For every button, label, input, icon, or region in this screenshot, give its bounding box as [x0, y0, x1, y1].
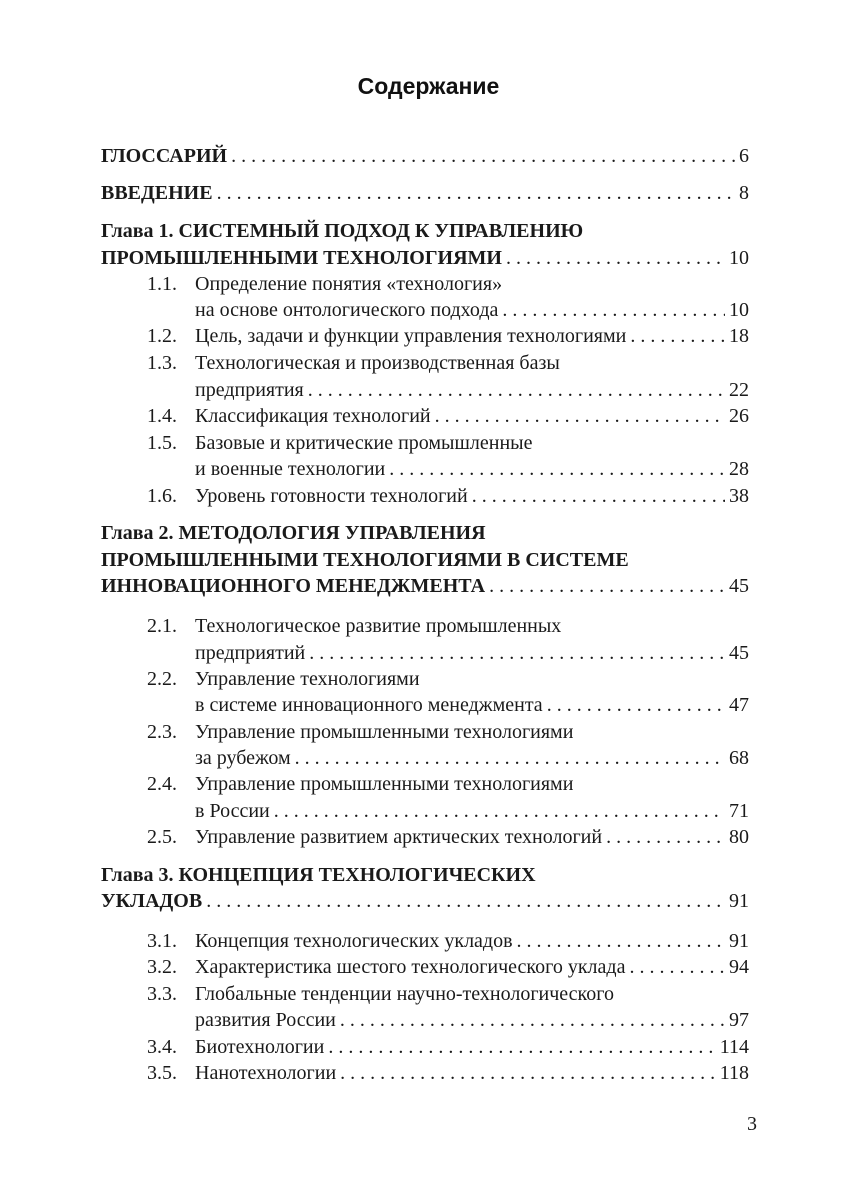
toc-entry-label: ГЛОССАРИЙ	[101, 145, 228, 167]
dot-leader	[328, 1034, 715, 1060]
toc-entry-page: 80	[729, 826, 749, 848]
section-number: 2.4.	[147, 773, 177, 795]
toc-section-3-3-line1[interactable]	[0, 981, 857, 1007]
dot-leader	[217, 180, 735, 206]
section-title: Управление развитием арктических технологий	[195, 826, 603, 848]
section-title: за рубежом	[195, 747, 291, 769]
toc-entry-page: 26	[729, 405, 749, 427]
toc-section-1-2[interactable]	[0, 323, 857, 349]
dot-leader	[309, 640, 725, 666]
toc-entry-intro[interactable]	[0, 180, 857, 206]
chapter-title: ПРОМЫШЛЕННЫМИ ТЕХНОЛОГИЯМИ В СИСТЕМЕ	[101, 549, 629, 571]
section-title: Управление промышленными технологиями	[195, 721, 574, 743]
toc-chapter-2-line1[interactable]	[0, 520, 857, 546]
dot-leader	[489, 573, 725, 599]
section-title: Технологическое развитие промышленных	[195, 615, 562, 637]
toc-section-1-6[interactable]	[0, 483, 857, 509]
section-title: и военные технологии	[195, 458, 386, 480]
toc-section-2-2-line1[interactable]	[0, 666, 857, 692]
dot-leader	[629, 954, 725, 980]
dot-leader	[308, 377, 725, 403]
toc-section-2-3-line1[interactable]	[0, 719, 857, 745]
dot-leader	[630, 323, 725, 349]
section-number: 2.5.	[147, 826, 177, 848]
chapter-title: УКЛАДОВ	[101, 890, 203, 912]
dot-leader	[506, 245, 725, 271]
toc-section-2-1[interactable]	[0, 640, 857, 666]
section-title: Глобальные тенденции научно-технологического	[195, 983, 614, 1005]
section-title: Биотехнологии	[195, 1036, 325, 1058]
section-title: в системе инновационного менеджмента	[195, 694, 543, 716]
toc-entry-page: 10	[729, 247, 749, 269]
section-title: Технологическая и производственная базы	[195, 352, 560, 374]
section-number: 2.2.	[147, 668, 177, 690]
toc-chapter-1[interactable]	[0, 245, 857, 271]
toc-section-2-3[interactable]	[0, 745, 857, 771]
dot-leader	[389, 456, 725, 482]
dot-leader	[435, 403, 725, 429]
dot-leader	[606, 824, 725, 850]
toc-chapter-1-line1[interactable]	[0, 218, 857, 244]
toc-section-2-1-line1[interactable]	[0, 613, 857, 639]
toc-chapter-2-line2[interactable]	[0, 547, 857, 573]
toc-entry-page: 45	[729, 575, 749, 597]
section-number: 3.5.	[147, 1062, 177, 1084]
section-number: 1.2.	[147, 325, 177, 347]
dot-leader	[502, 297, 725, 323]
page-number: 3	[747, 1113, 757, 1135]
toc-section-2-4-line1[interactable]	[0, 771, 857, 797]
section-title: Характеристика шестого технологического уклада	[195, 956, 626, 978]
section-title: Базовые и критические промышленные	[195, 432, 533, 454]
chapter-title: ИННОВАЦИОННОГО МЕНЕДЖМЕНТА	[101, 575, 486, 597]
toc-section-1-1[interactable]	[0, 297, 857, 323]
section-title: предприятий	[195, 642, 306, 664]
toc-section-1-3[interactable]	[0, 377, 857, 403]
section-title: предприятия	[195, 379, 304, 401]
section-title: Управление технологиями	[195, 668, 420, 690]
toc-section-1-3-line1[interactable]	[0, 350, 857, 376]
toc-section-2-4[interactable]	[0, 798, 857, 824]
toc-section-2-5[interactable]	[0, 824, 857, 850]
dot-leader	[295, 745, 725, 771]
section-title: развития России	[195, 1009, 336, 1031]
toc-entry-page: 71	[729, 800, 749, 822]
toc-section-3-1[interactable]	[0, 928, 857, 954]
section-title: Управление промышленными технологиями	[195, 773, 574, 795]
section-title: Концепция технологических укладов	[195, 930, 513, 952]
toc-chapter-2[interactable]	[0, 573, 857, 599]
toc-entry-page: 97	[729, 1009, 749, 1031]
toc-entry-page: 18	[729, 325, 749, 347]
chapter-title: Глава 3. КОНЦЕПЦИЯ ТЕХНОЛОГИЧЕСКИХ	[101, 864, 536, 886]
section-number: 1.5.	[147, 432, 177, 454]
toc-entry-page: 6	[739, 145, 749, 167]
toc-entry-page: 68	[729, 747, 749, 769]
toc-entry-page: 91	[729, 930, 749, 952]
section-title: Классификация технологий	[195, 405, 431, 427]
toc-section-2-2[interactable]	[0, 692, 857, 718]
section-number: 1.1.	[147, 273, 177, 295]
toc-entry-glossary[interactable]	[0, 143, 857, 169]
toc-entry-page: 114	[719, 1036, 749, 1058]
toc-section-1-1-line1[interactable]	[0, 271, 857, 297]
toc-entry-page: 28	[729, 458, 749, 480]
dot-leader	[206, 888, 725, 914]
section-number: 2.3.	[147, 721, 177, 743]
toc-entry-page: 118	[719, 1062, 749, 1084]
toc-section-3-5[interactable]	[0, 1060, 857, 1086]
section-title: Нанотехнологии	[195, 1062, 337, 1084]
page-title: Содержание	[357, 73, 500, 99]
toc-entry-page: 10	[729, 299, 749, 321]
section-number: 1.4.	[147, 405, 177, 427]
dot-leader	[340, 1060, 716, 1086]
section-number: 3.4.	[147, 1036, 177, 1058]
toc-section-1-5[interactable]	[0, 456, 857, 482]
toc-entry-page: 94	[729, 956, 749, 978]
section-title: в России	[195, 800, 270, 822]
toc-section-3-2[interactable]	[0, 954, 857, 980]
chapter-title: Глава 1. СИСТЕМНЫЙ ПОДХОД К УПРАВЛЕНИЮ	[101, 220, 584, 242]
dot-leader	[274, 798, 725, 824]
section-number: 3.1.	[147, 930, 177, 952]
section-title: Определение понятия «технология»	[195, 273, 503, 295]
toc-entry-page: 22	[729, 379, 749, 401]
toc-entry-page: 45	[729, 642, 749, 664]
toc-section-1-5-line1[interactable]	[0, 430, 857, 456]
dot-leader	[547, 692, 725, 718]
toc-entry-page: 47	[729, 694, 749, 716]
dot-leader	[231, 143, 735, 169]
dot-leader	[517, 928, 725, 954]
toc-chapter-3-line1[interactable]	[0, 862, 857, 888]
toc-entry-page: 8	[739, 182, 749, 204]
section-number: 3.3.	[147, 983, 177, 1005]
section-title: Уровень готовности технологий	[195, 485, 468, 507]
toc-entry-label: ВВЕДЕНИЕ	[101, 182, 213, 204]
section-title: Цель, задачи и функции управления технологиями	[195, 325, 627, 347]
dot-leader	[472, 483, 725, 509]
section-number: 1.6.	[147, 485, 177, 507]
dot-leader	[340, 1007, 725, 1033]
toc-chapter-3[interactable]	[0, 888, 857, 914]
section-number: 1.3.	[147, 352, 177, 374]
toc-entry-page: 38	[729, 485, 749, 507]
section-number: 2.1.	[147, 615, 177, 637]
chapter-title: Глава 2. МЕТОДОЛОГИЯ УПРАВЛЕНИЯ	[101, 522, 486, 544]
toc-entry-page: 91	[729, 890, 749, 912]
chapter-title: ПРОМЫШЛЕННЫМИ ТЕХНОЛОГИЯМИ	[101, 247, 502, 269]
toc-section-3-4[interactable]	[0, 1034, 857, 1060]
section-number: 3.2.	[147, 956, 177, 978]
section-title: на основе онтологического подхода	[195, 299, 499, 321]
toc-section-3-3[interactable]	[0, 1007, 857, 1033]
toc-section-1-4[interactable]	[0, 403, 857, 429]
